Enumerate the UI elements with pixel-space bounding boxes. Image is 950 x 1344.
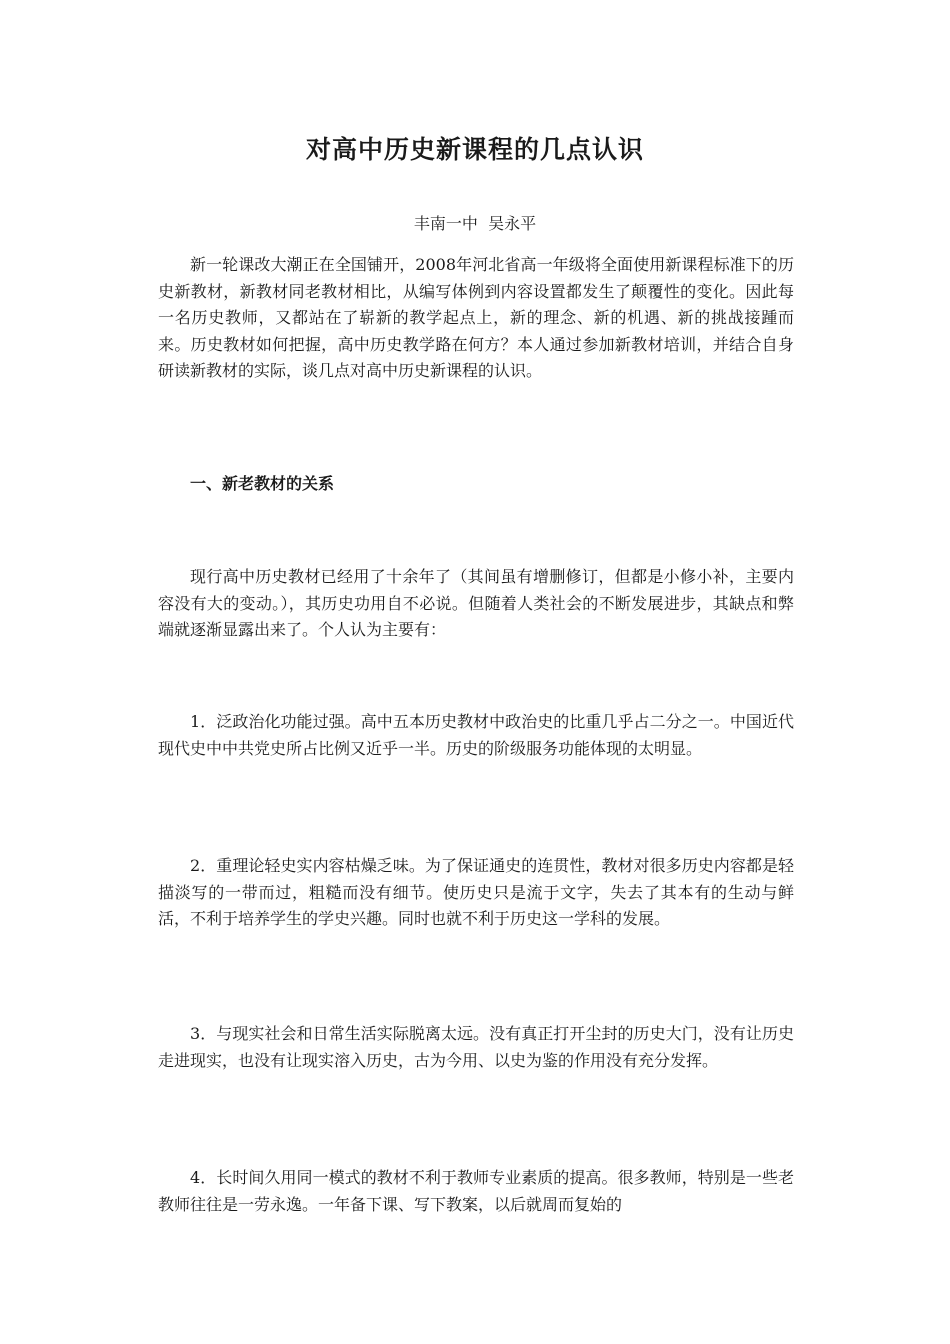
point-4-paragraph: 4．长时间久用同一模式的教材不利于教师专业素质的提高。很多教师，特别是一些老教师往往是一劳永逸。一年备下课、写下教案，以后就周而复始的 <box>158 1168 794 1214</box>
document-title: 对高中历史新课程的几点认识 <box>305 135 644 164</box>
point-1-paragraph: 1．泛政治化功能过强。高中五本历史教材中政治史的比重几乎占二分之一。中国近代现代史中中共党史所占比例又近乎一半。历史的阶级服务功能体现的太明显。 <box>158 712 794 758</box>
point-2-paragraph: 2．重理论轻史实内容枯燥乏味。为了保证通史的连贯性，教材对很多历史内容都是轻描淡写的一带而过，粗糙而没有细节。使历史只是流于文字，失去了其本有的生动与鲜活，不利于培养学生的学史兴趣。同时也就不利于历史这一学科的发展。 <box>158 856 794 928</box>
point-3-paragraph: 3．与现实社会和日常生活实际脱离太远。没有真正打开尘封的历史大门，没有让历史走进现实，也没有让现实溶入历史，古为今用、以史为鉴的作用没有充分发挥。 <box>158 1024 794 1070</box>
intro-paragraph: 新一轮课改大潮正在全国铺开，2008年河北省高一年级将全面使用新课程标准下的历史新教材，新教材同老教材相比，从编写体例到内容设置都发生了颠覆性的变化。因此每一名历史教师，又都站在了崭新的教学起点上，新的理念、新的机遇、新的挑战接踵而来。历史教材如何把握，高中历史教学路在何方？本人通过参加新教材培训，并结合自身研读新教材的实际，谈几点对高中历史新课程的认识。 <box>158 255 794 380</box>
author-line: 丰南一中 吴永平 <box>413 214 537 233</box>
section-heading: 一、新老教材的关系 <box>190 474 335 493</box>
section-intro-paragraph: 现行高中历史教材已经用了十余年了（其间虽有增删修订，但都是小修小补，主要内容没有大的变动。），其历史功用自不必说。但随着人类社会的不断发展进步，其缺点和弊端就逐渐显露出来了。个人认为主要有： <box>158 567 794 639</box>
